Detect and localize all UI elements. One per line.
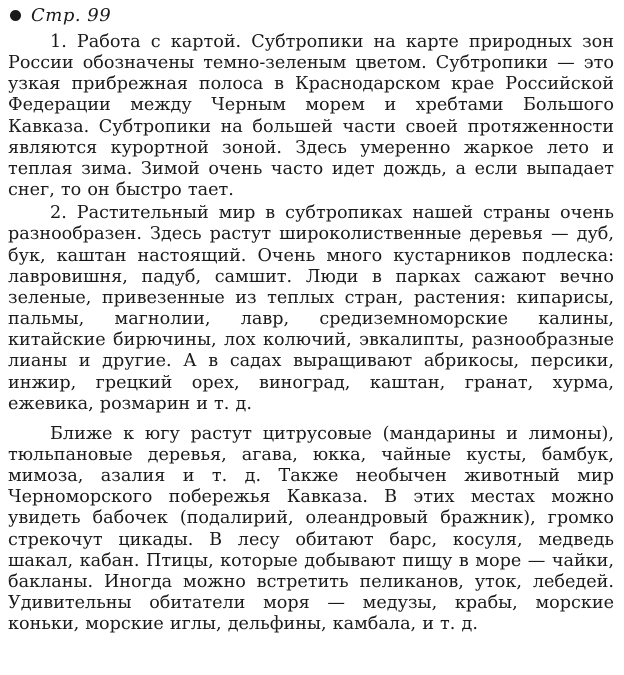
paragraph-south-fauna: Ближе к югу растут цитрусовые (мандарины и лимоны), тюльпановые деревья, агава, юкка, чайные кусты, бамбук, мимоза, азалия и т. д. Также необычен животный мир Черноморского побережья Кавказа. В этих местах можно увидеть бабочек (подалирий, олеандровый бражник), громко стрекочут цикады. В лесу обитают барс, косуля, медведь шакал, кабан. Птицы, которые добывают пищу в море — чайки, бакланы. Иногда можно встретить пеликанов, уток, лебедей. Удивительны обитатели моря — медузы, крабы, морские коньки, морские иглы, дельфины, камбала, и т. д. [8, 423, 614, 635]
page-label: Стр. 99 [31, 4, 112, 26]
page-header [8, 2, 614, 28]
paragraph-map-work: 1. Работа с картой. Субтропики на карте природных зон России обозначены темно-зеленым цветом. Субтропики — это узкая прибрежная полоса в Краснодарском крае Российской Федерации между Черным морем и хребтами Большого Кавказа. Субтропики на большей части своей протяженности являются курортной зоной. Здесь умеренно жаркое лето и теплая зима. Зимой очень часто идет дождь, а если выпадает снег, то он быстро тает. [8, 32, 614, 201]
paragraph-plant-life: 2. Растительный мир в субтропиках нашей страны очень разнообразен. Здесь растут широколиственные деревья — дуб, бук, каштан настоящий. Очень много кустарников подлеска: лавровишня, падуб, самшит. Люди в парках сажают вечно зеленые, привезенные из теплых стран, растения: кипарисы, пальмы, магнолии, лавр, средиземноморские калины, китайские бирючины, лох колючий, эвкалипты, разнообразные лианы и другие. А в садах выращивают абрикосы, персики, инжир, грецкий орех, виноград, каштан, гранат, хурма, ежевика, розмарин и т. д. [8, 203, 614, 414]
bullet-icon [10, 10, 21, 21]
